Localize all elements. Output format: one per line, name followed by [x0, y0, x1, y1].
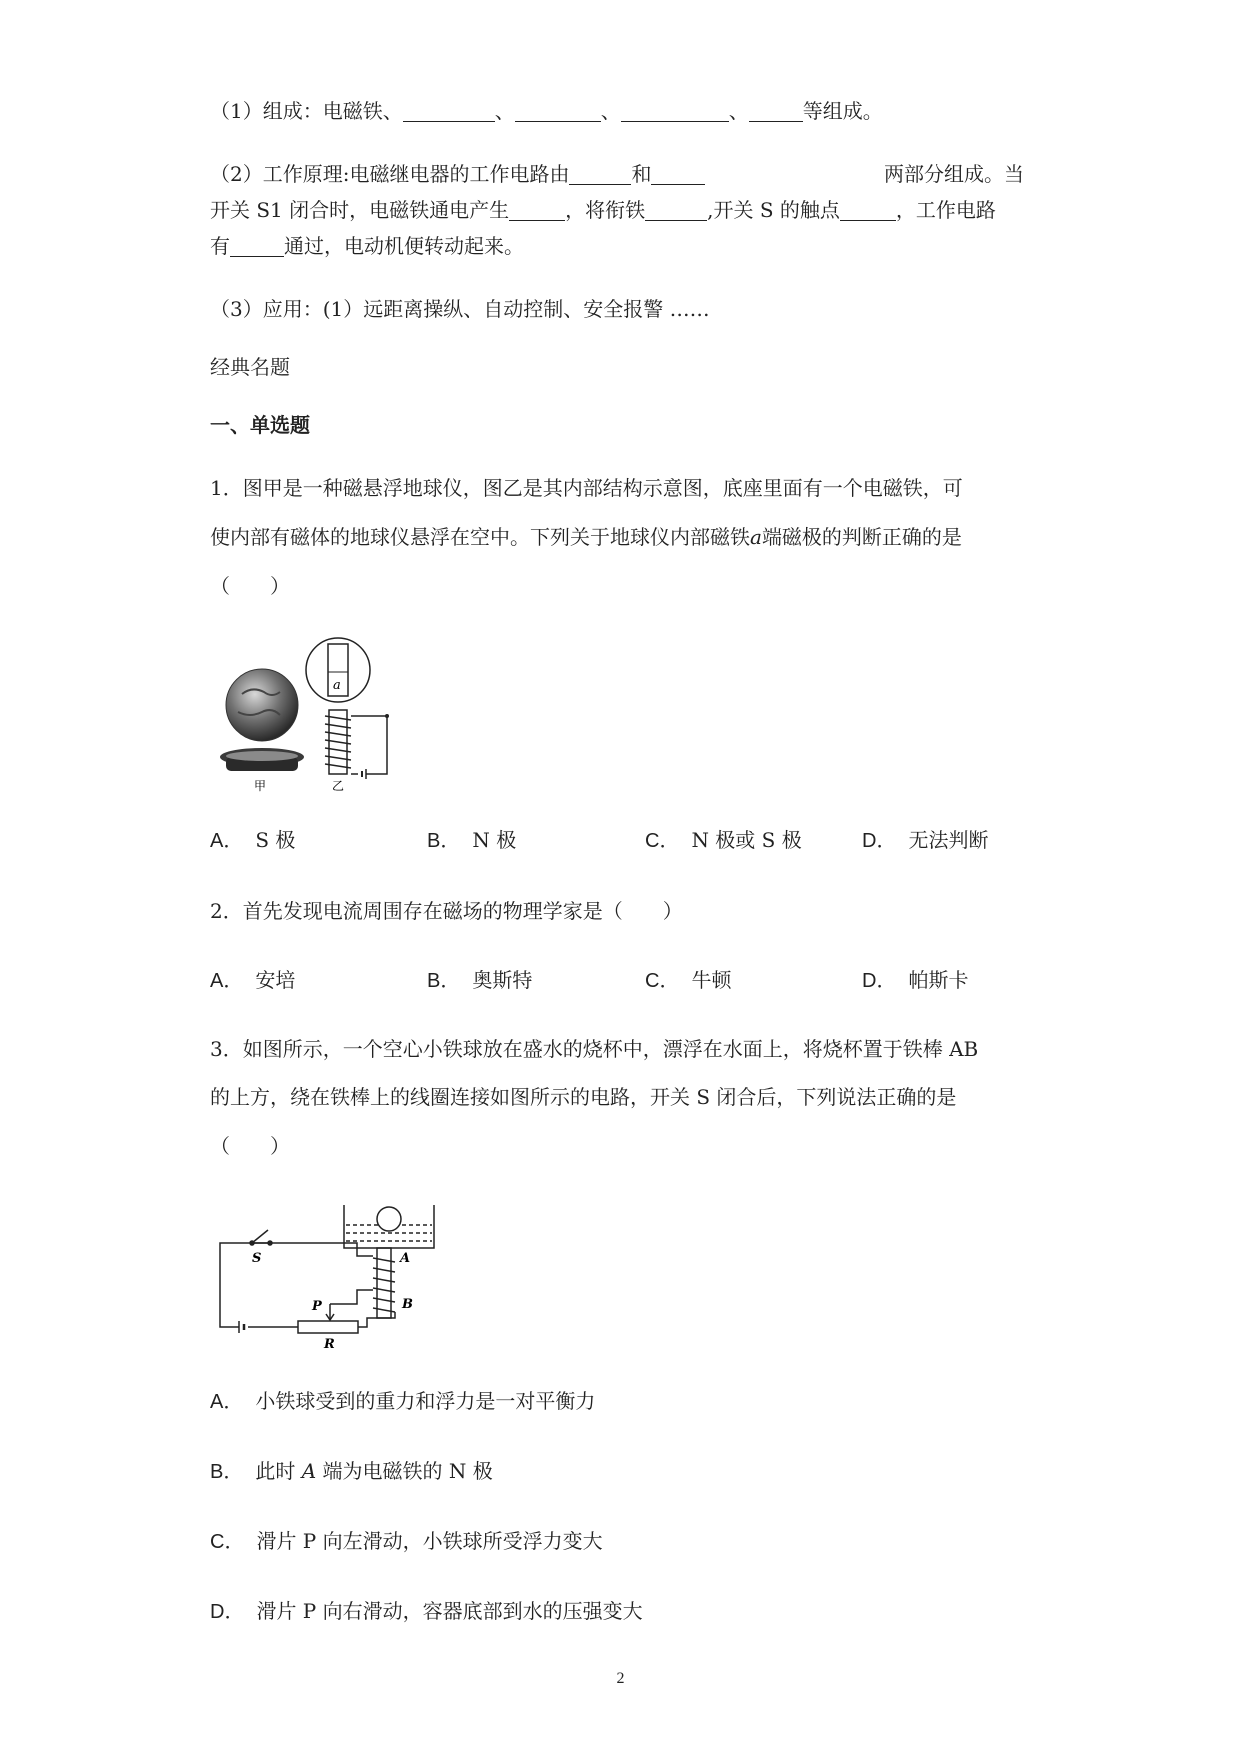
q3-figure: [212, 1200, 452, 1350]
blank: [651, 164, 705, 185]
q3-option-d[interactable]: D． 滑片 P 向右滑动，容器底部到水的压强变大: [210, 1599, 643, 1623]
blank: [749, 101, 803, 122]
q1-option-c[interactable]: C． N 极或 S 极: [645, 828, 802, 852]
q3-line-3: （ ）: [210, 1134, 290, 1158]
blank: [509, 200, 565, 221]
blank: [645, 200, 707, 221]
label-p: P: [312, 1299, 322, 1314]
globe-photo: [220, 669, 304, 771]
q2-option-d[interactable]: D． 帕斯卡: [862, 968, 969, 992]
blank: [569, 164, 631, 185]
label-r: R: [324, 1337, 335, 1350]
fig-label-a: 甲: [254, 779, 267, 792]
principle-line-1-end: 两部分组成。当: [884, 162, 1024, 186]
q1-line-1: 1．图甲是一种磁悬浮地球仪，图乙是其内部结构示意图，底座里面有一个电磁铁，可: [210, 476, 963, 500]
principle-line-2: 开关 S1 闭合时，电磁铁通电产生 ，将衔铁 ,开关 S 的触点 ，工作电路: [210, 198, 996, 222]
application-line: （3）应用：(1）远距离操纵、自动控制、安全报警 ……: [210, 297, 710, 321]
page-number: 2: [616, 1670, 625, 1687]
fig-letter-a: a: [333, 678, 341, 693]
q1-line-2: 使内部有磁体的地球仪悬浮在空中。下列关于地球仪内部磁铁a端磁极的判断正确的是: [210, 525, 962, 549]
q3-line-1: 3．如图所示，一个空心小铁球放在盛水的烧杯中，漂浮在水面上，将烧杯置于铁棒 AB: [210, 1037, 979, 1061]
circuit: [220, 1230, 395, 1333]
q2-option-c[interactable]: C． 牛顿: [645, 968, 732, 992]
label-a: A: [400, 1251, 411, 1266]
fig-label-b: 乙: [332, 779, 345, 792]
q1-option-b[interactable]: B． N 极: [427, 828, 517, 852]
q3-option-c[interactable]: C． 滑片 P 向左滑动，小铁球所受浮力变大: [210, 1529, 603, 1553]
q1-option-a[interactable]: A． S 极: [210, 828, 296, 852]
classic-title: 经典名题: [210, 355, 290, 379]
blank: [515, 101, 601, 122]
blank: [403, 101, 495, 122]
composition-line: （1）组成：电磁铁、 、 、 、 等组成。: [210, 99, 883, 123]
beaker: [344, 1205, 434, 1248]
section-title: 一、单选题: [210, 413, 310, 437]
q2-line-1: 2．首先发现电流周围存在磁场的物理学家是（ ）: [210, 899, 683, 923]
blank: [621, 101, 729, 122]
q2-option-b[interactable]: B． 奥斯特: [427, 968, 533, 992]
label-s: S: [252, 1251, 262, 1266]
q3-option-a[interactable]: A． 小铁球受到的重力和浮力是一对平衡力: [210, 1389, 596, 1413]
principle-line-1: （2）工作原理:电磁继电器的工作电路由 和: [210, 160, 705, 188]
q2-option-a[interactable]: A． 安培: [210, 968, 296, 992]
blank: [840, 200, 896, 221]
q3-option-b[interactable]: B． 此时 A 端为电磁铁的 N 极: [210, 1459, 493, 1483]
q3-line-2: 的上方，绕在铁棒上的线圈连接如图所示的电路，开关 S 闭合后，下列说法正确的是: [210, 1085, 957, 1109]
q1-option-d[interactable]: D． 无法判断: [862, 828, 989, 852]
q1-line-3: （ ）: [210, 574, 290, 598]
q1-figure: [212, 632, 412, 792]
label-b: B: [402, 1297, 413, 1312]
principle-line-3: 有 通过，电动机便转动起来。: [210, 234, 524, 258]
blank: [230, 236, 284, 257]
structure-diagram: [306, 638, 389, 779]
